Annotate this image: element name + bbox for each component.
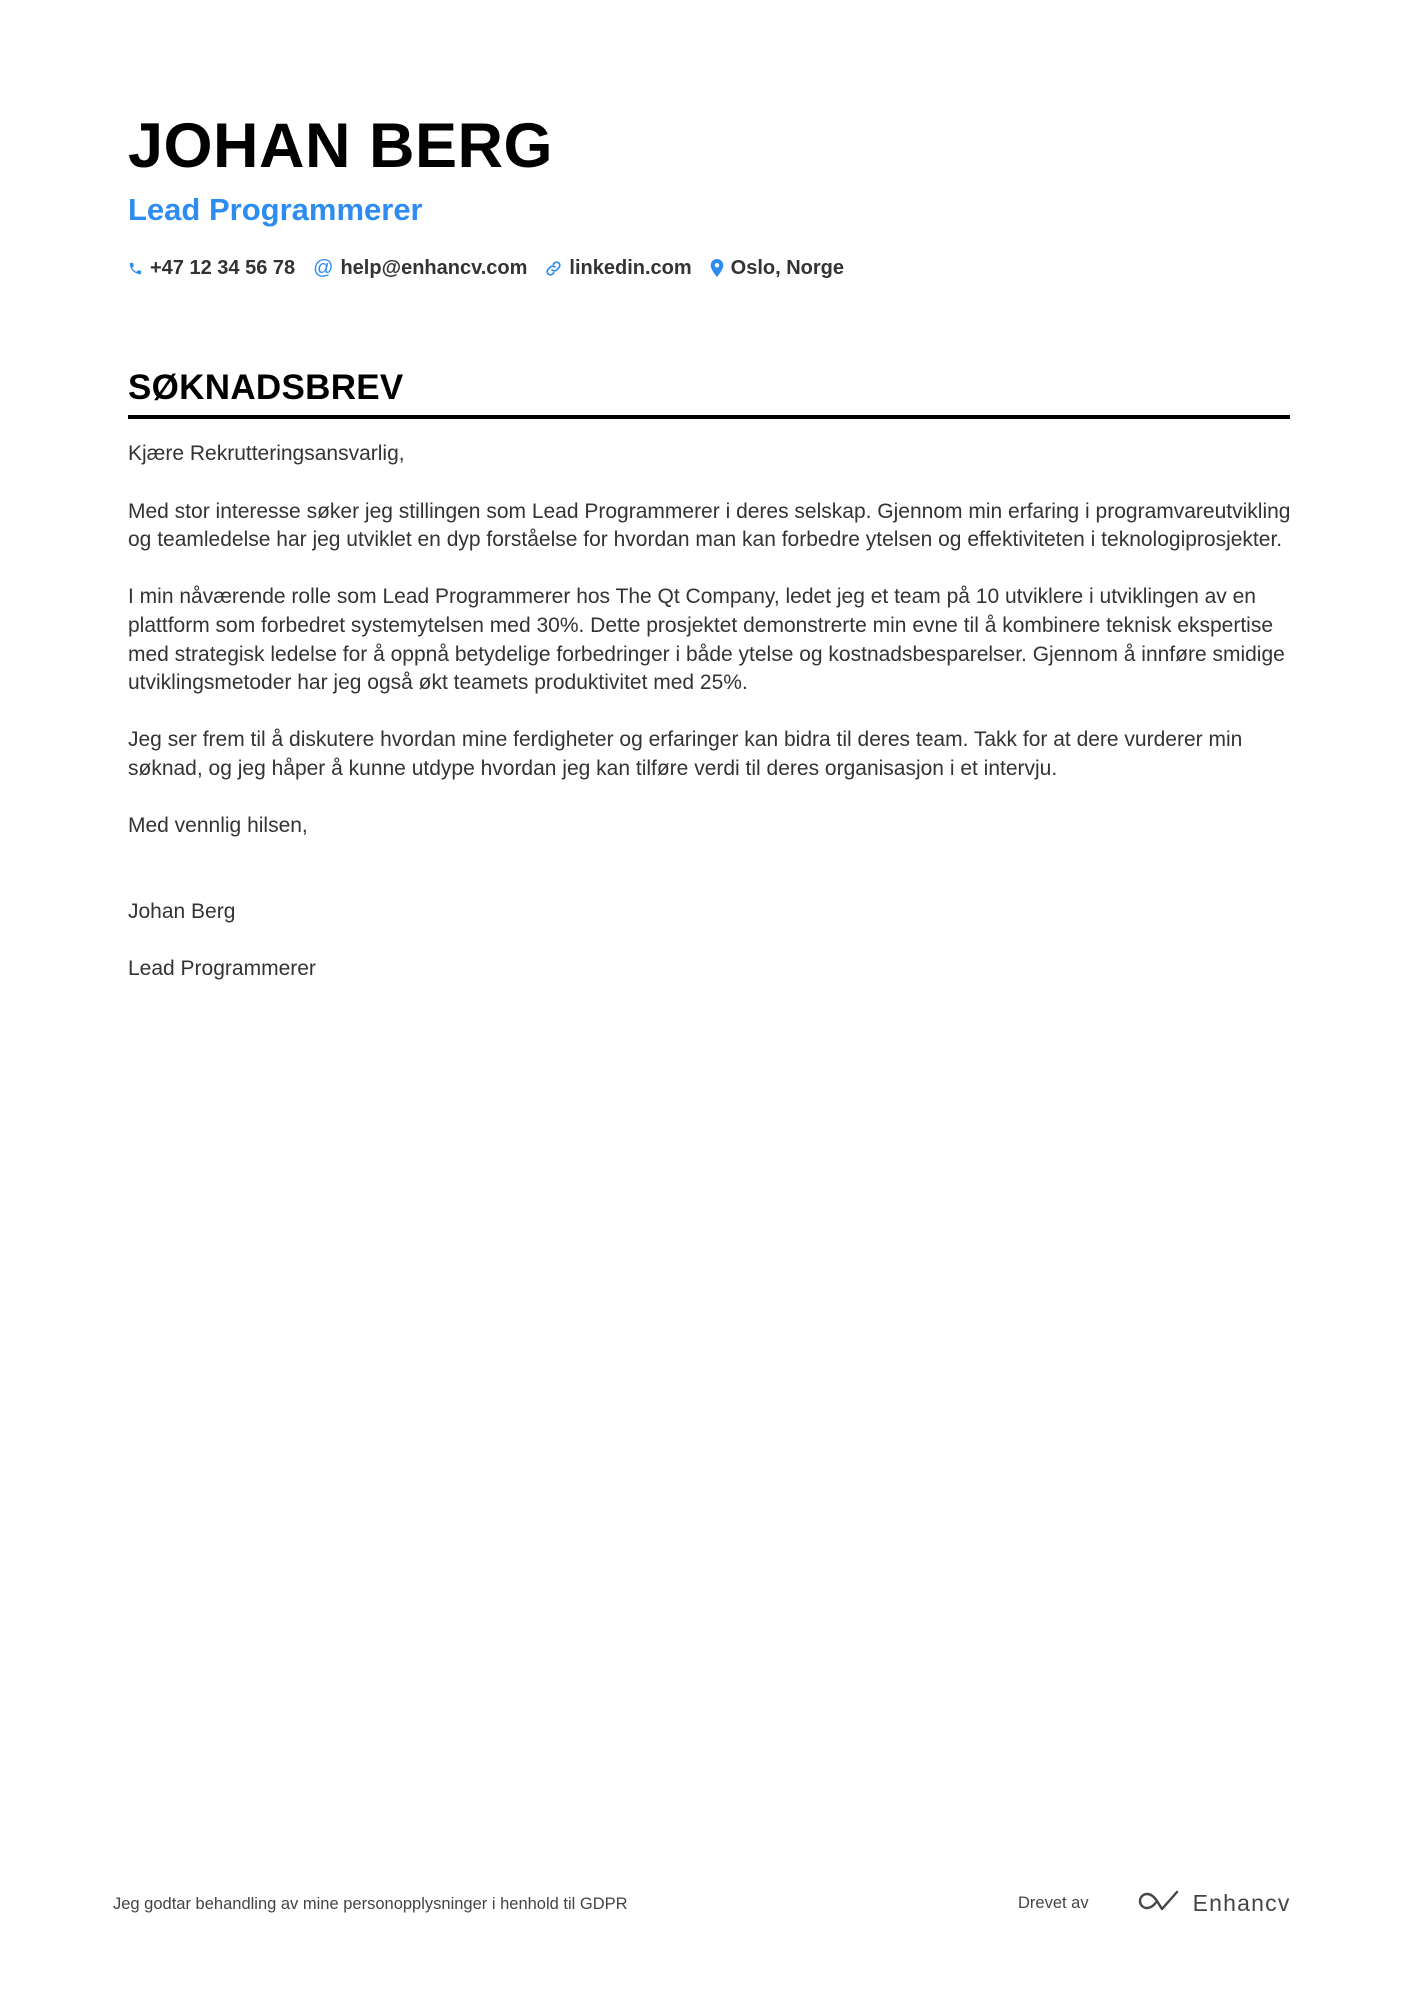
contact-email[interactable] bbox=[313, 257, 527, 280]
email-address[interactable]: help@enhancv.com bbox=[340, 256, 528, 279]
closing: Med vennlig hilsen, bbox=[128, 814, 308, 838]
letter-paragraph: I min nåværende rolle som Lead Programmerer hos The Qt Company, ledet jeg et team på 10 utviklere i utviklingen av en plattform som forbedret systemytelsen med 30%. Dette prosjektet demonstrerte min evne til å kombinere teknisk ekspertise med strategisk ledelse for å oppnå betydelige forbedringer i både ytelse og kostnadsbesparelser. Gjennom å innføre smidige utviklingsmetoder har jeg også økt teamets produktivitet med 25%. bbox=[128, 585, 1285, 695]
section-divider bbox=[128, 415, 1290, 419]
contact-location bbox=[710, 257, 844, 280]
gdpr-consent: Jeg godtar behandling av mine personopplysninger i henhold til GDPR bbox=[113, 1895, 628, 1913]
at-icon: @ bbox=[313, 256, 334, 279]
letter-paragraph: Med stor interesse søker jeg stillingen som Lead Programmerer i deres selskap. Gjennom min erfaring i programvareutvikling og teamledelse har jeg utviklet en dyp forståelse for hvordan man kan forbedre ytelsen og effektiviteten i teknologiprosjekter. bbox=[128, 499, 1291, 552]
letter-paragraph: Jeg ser frem til å diskutere hvordan mine ferdigheter og erfaringer kan bidra til deres team. Takk for at dere vurderer min søknad, og jeg håper å kunne utdype hvordan jeg kan tilføre verdi til deres organisasjon i et intervju. bbox=[128, 728, 1243, 780]
location-pin-icon bbox=[710, 259, 724, 277]
powered-by bbox=[1018, 1888, 1291, 1919]
signature-name: Johan Berg bbox=[128, 899, 236, 923]
linkedin-url[interactable]: linkedin.com bbox=[569, 256, 692, 279]
contact-phone bbox=[128, 257, 295, 280]
contact-link[interactable] bbox=[545, 257, 691, 280]
phone-icon bbox=[128, 261, 143, 276]
applicant-title: Lead Programmerer bbox=[128, 192, 423, 227]
powered-by-label: Drevet av bbox=[1018, 1894, 1089, 1912]
letter-body bbox=[128, 440, 1300, 984]
enhancv-wordmark: Enhancv bbox=[1192, 1890, 1291, 1916]
signature-title: Lead Programmerer bbox=[128, 957, 316, 981]
contact-bar bbox=[128, 253, 844, 283]
location-text: Oslo, Norge bbox=[730, 256, 845, 279]
applicant-name: JOHAN BERG bbox=[128, 111, 554, 181]
salutation: Kjære Rekrutteringsansvarlig, bbox=[128, 442, 405, 465]
enhancv-logo-icon bbox=[1135, 1888, 1183, 1919]
phone-number: +47 12 34 56 78 bbox=[150, 256, 296, 279]
section-title: SØKNADSBREV bbox=[128, 368, 404, 407]
enhancv-brand[interactable] bbox=[1135, 1888, 1291, 1919]
link-icon bbox=[545, 260, 562, 277]
section-header bbox=[128, 364, 1290, 419]
